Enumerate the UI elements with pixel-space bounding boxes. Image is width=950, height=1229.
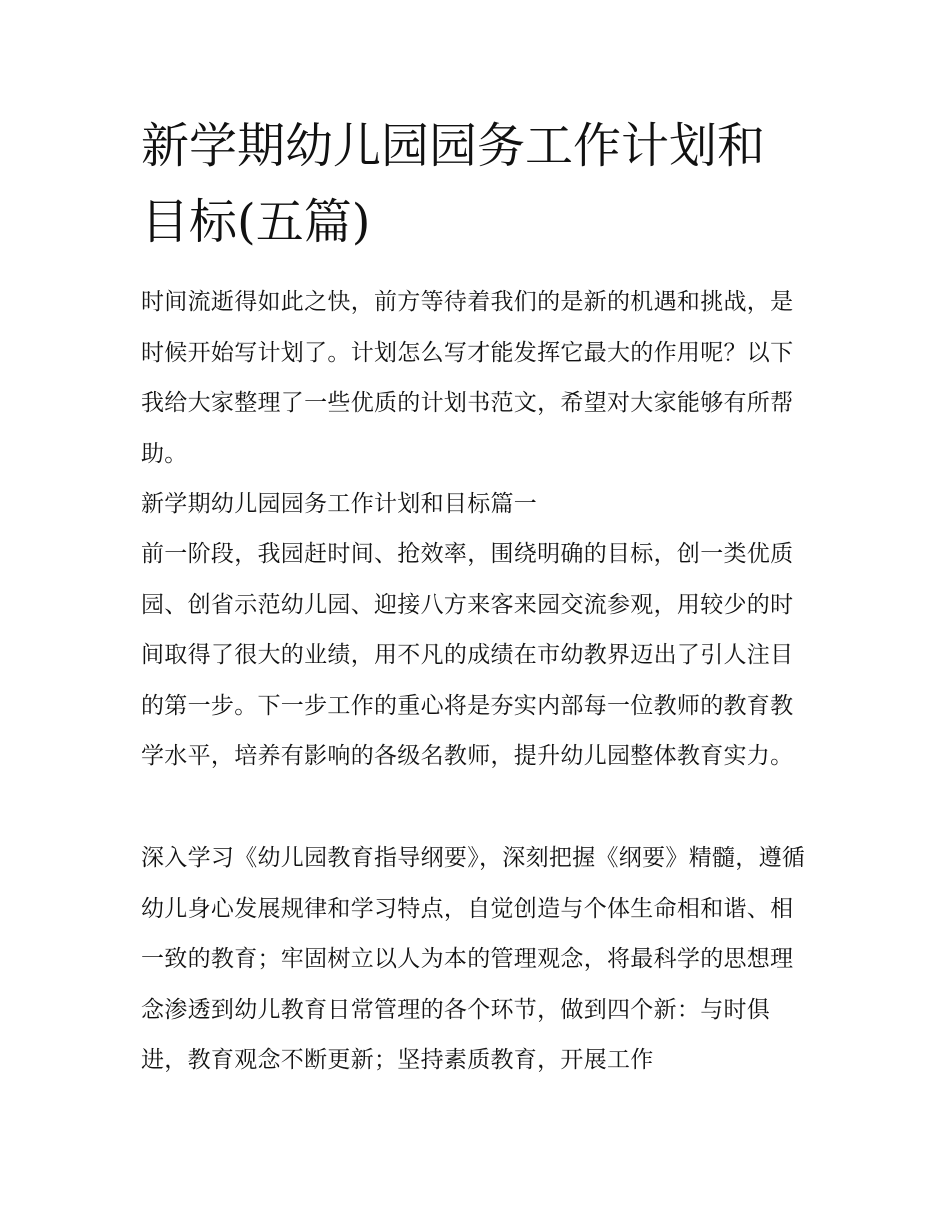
section-heading: 新学期幼儿园园务工作计划和目标篇一 [141,491,538,517]
intro-paragraph: 时间流逝得如此之快，前方等待着我们的是新的机遇和挑战，是时候开始写计划了。计划怎么写才能发挥它最大的作用呢？以下我给大家整理了一些优质的计划书范文，希望对大家能够有所帮助。 [141,289,794,467]
body-paragraph: 深入学习《幼儿园教育指导纲要》，深刻把握《纲要》精髓，遵循幼儿身心发展规律和学习特点，自觉创造与个体生命相和谐、相一致的教育；牢固树立以人为本的管理观念，将最科学的思想理念渗透到幼儿教育日常管理的各个环节，做到四个新：与时俱进，教育观念不断更新；坚持素质教育，开展工作 [141,845,806,1074]
document-title: 新学期幼儿园园务工作计划和目标(五篇) [141,118,766,250]
body-paragraph: 前一阶段，我园赶时间、抢效率，围绕明确的目标，创一类优质园、创省示范幼儿园、迎接八方来客来园交流参观，用较少的时间取得了很大的业绩，用不凡的成绩在市幼教界迈出了引人注目的第一步。下一步工作的重心将是夯实内部每一位教师的教育教学水平，培养有影响的各级名教师，提升幼儿园整体教育实力。 [141,541,794,770]
